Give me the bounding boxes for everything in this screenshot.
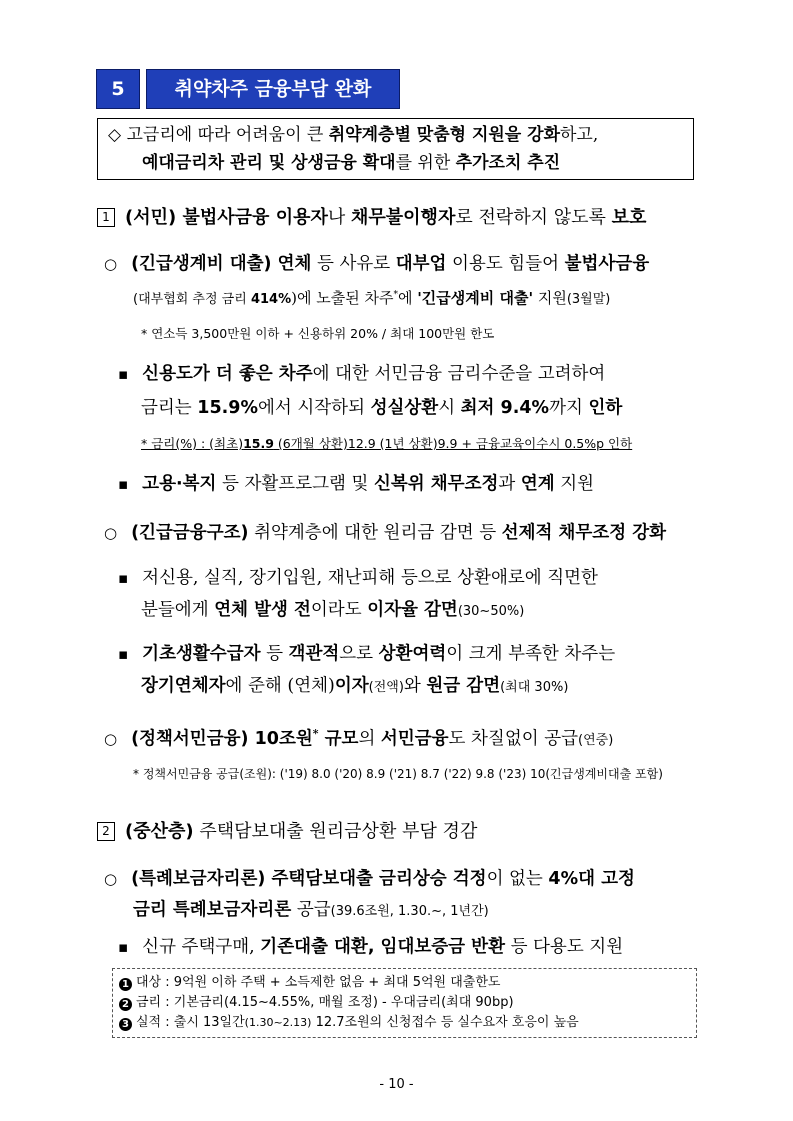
emphasis: 4%대 고정	[548, 869, 635, 889]
small-text: (연중)	[578, 732, 614, 748]
text: 분들에게	[141, 600, 215, 620]
bullet-special-loan-line2	[133, 897, 489, 925]
text: 이용도 힘들어	[446, 254, 565, 274]
numbered-circle-icon: 3	[119, 1018, 132, 1031]
square-bullet-icon: ▪	[118, 475, 129, 493]
sub-bullet-welfare	[118, 471, 594, 497]
emphasis: 상환여력	[378, 644, 447, 664]
text: 이 없는	[486, 869, 549, 889]
text: 이라도	[310, 600, 368, 620]
text: 와	[403, 676, 427, 696]
info-text: 대상 : 9억원 이하 주택 + 소득제한 없음 + 최대 5억원 대출한도	[136, 975, 501, 990]
text: 에 대한 서민금융 금리수준을 고려하여	[312, 364, 606, 384]
small-text: (30~50%)	[457, 604, 525, 619]
bullet-emergency-loan-line2	[133, 282, 610, 313]
text: 등	[260, 644, 289, 664]
footnote-rate	[141, 434, 632, 452]
footnote-mark: *	[312, 727, 319, 740]
heading-text: 로 전락하지 않도록	[455, 207, 612, 228]
sub-bullet-rate	[118, 361, 605, 387]
small-text: (전액)	[368, 680, 404, 695]
subsection-number: 1	[97, 208, 115, 227]
heading-text: 나	[327, 207, 351, 228]
info-box	[112, 968, 697, 1038]
emphasis: 이자율 감면	[367, 600, 458, 620]
sub-bullet-multi-use	[118, 934, 623, 960]
emphasis: (특례보금자리론) 주택담보대출 금리상승 걱정	[131, 869, 487, 889]
emphasis: 이자	[334, 676, 369, 696]
subsection-1-heading	[97, 205, 646, 231]
emphasis: 최저 9.4%	[460, 398, 550, 418]
sub-bullet-rate-line2	[141, 395, 622, 421]
heading-emphasis: 채무불이행자	[351, 207, 456, 228]
text: 저신용, 실직, 장기입원, 재난피해 등으로 상환애로에 직면한	[142, 568, 598, 588]
small-text: (최대 30%)	[500, 680, 569, 695]
text: 과	[498, 474, 521, 494]
text: 등 사유로	[311, 254, 396, 274]
square-bullet-icon: ▪	[118, 569, 129, 587]
emphasis: 금리 특례보금자리론	[133, 900, 292, 920]
text: 에 준해 (연체)	[225, 676, 335, 696]
numbered-circle-icon: 2	[119, 998, 132, 1011]
note-text: (6개월 상환)12.9 (1년 상환)9.9 + 금융교육이수시 0.5%p 인하	[273, 436, 633, 451]
text: 공급	[291, 900, 331, 920]
sub-bullet-basic-living-line2	[141, 673, 568, 701]
info-small-text: (1.30~2.13)	[244, 1016, 312, 1029]
small-text: (대부협회 추정 금리	[133, 292, 251, 307]
text: 등 자활프로그램 및	[216, 474, 374, 494]
note-emphasis: 15.9	[243, 436, 274, 451]
emphasis: 기존대출 대환, 임대보증금 반환	[260, 937, 505, 957]
summary-box	[97, 118, 694, 180]
text: 에	[397, 289, 418, 307]
sub-bullet-interest-relief-line2	[141, 597, 524, 625]
bullet-special-loan	[104, 866, 635, 892]
summary-emphasis: 예대금리차 관리 및 상생금융 확대	[142, 153, 396, 173]
emphasis: 신용도가 더 좋은 차주	[142, 364, 313, 384]
emphasis: 서민금융	[380, 728, 449, 749]
summary-text: 고금리에 따라 어려움이 큰	[121, 125, 329, 145]
heading-text: 주택담보대출 원리금상환 부담 경감	[193, 821, 478, 842]
summary-emphasis: 추가조치 추진	[455, 153, 561, 173]
circle-bullet-icon: ○	[104, 255, 118, 273]
summary-text: 하고,	[560, 125, 599, 145]
text: 이 크게 부족한 차주는	[446, 644, 616, 664]
text: 지원	[533, 289, 567, 307]
emphasis: (정책서민금융) 10조원	[131, 728, 313, 749]
info-item-result	[119, 1013, 690, 1033]
info-text: 실적 : 출시 13일간	[136, 1015, 245, 1030]
diamond-icon: ◇	[108, 125, 122, 145]
text: 등 다용도 지원	[505, 937, 624, 957]
emphasis: '긴급생계비 대출'	[417, 289, 534, 307]
text: 으로	[339, 644, 379, 664]
circle-bullet-icon: ○	[104, 729, 118, 748]
emphasis: 연계	[520, 474, 555, 494]
emphasis: 성실상환	[370, 398, 439, 418]
summary-text: 를 위한	[395, 153, 456, 173]
info-text: 금리 : 기본금리(4.15~4.55%, 매월 조정) - 우대금리(최대 90bp)	[136, 995, 514, 1010]
emphasis: 신복위 채무조정	[373, 474, 499, 494]
info-text: 12.7조원의 신청접수 등 실수요자 호응이 높음	[311, 1015, 579, 1030]
text: 취약계층에 대한 원리금 감면 등	[248, 523, 502, 543]
emphasis: 객관적	[288, 644, 340, 664]
info-item-rate	[119, 993, 690, 1013]
sub-bullet-basic-living	[118, 641, 615, 667]
emphasis: (긴급생계비 대출) 연체	[131, 254, 312, 274]
emphasis: 기초생활수급자	[142, 644, 261, 664]
square-bullet-icon: ▪	[118, 365, 129, 383]
emphasis: 인하	[588, 398, 623, 418]
emphasis: 선제적 채무조정 강화	[501, 523, 667, 543]
text: 시	[438, 398, 461, 418]
text: 신규 주택구매,	[142, 937, 261, 957]
text: )에 노출된 차주	[291, 289, 394, 307]
subsection-2-heading	[97, 819, 477, 845]
heading-emphasis: 보호	[611, 207, 647, 228]
circle-bullet-icon: ○	[104, 524, 118, 542]
emphasis: 규모	[318, 728, 359, 749]
section-title: 취약차주 금융부담 완화	[146, 69, 400, 109]
text: 도 차질없이 공급	[448, 728, 579, 749]
heading-emphasis: (서민) 불법사금융 이용자	[125, 207, 328, 228]
square-bullet-icon: ▪	[118, 938, 129, 956]
footnote-mark: *	[393, 290, 398, 300]
small-text: (39.6조원, 1.30.~, 1년간)	[330, 904, 489, 919]
emphasis: 장기연체자	[141, 676, 226, 696]
square-bullet-icon: ▪	[118, 645, 129, 663]
note-text: * 금리(%) : (최초)	[141, 436, 244, 451]
section-number: 5	[96, 69, 140, 109]
text: 지원	[554, 474, 595, 494]
summary-line-1	[108, 121, 687, 149]
subsection-number: 2	[97, 822, 115, 841]
bullet-policy-finance	[104, 721, 613, 754]
emphasis: 414%	[250, 292, 292, 307]
text: 의	[358, 728, 381, 749]
summary-line-2	[108, 149, 687, 177]
emphasis: 원금 감면	[426, 676, 501, 696]
footnote-policy-supply: * 정책서민금융 공급(조원): ('19) 8.0 ('20) 8.9 ('21) 8.7 ('22) 9.8 ('23) 10(긴급생계비대출 포함)	[133, 767, 663, 781]
numbered-circle-icon: 1	[119, 978, 132, 991]
page-number: - 10 -	[379, 1077, 414, 1092]
emphasis: 대부업	[395, 254, 447, 274]
bullet-emergency-loan	[104, 251, 649, 277]
bullet-emergency-finance	[104, 520, 666, 546]
text: 에서 시작하되	[258, 398, 371, 418]
emphasis: 연체 발생 전	[214, 600, 311, 620]
emphasis: (긴급금융구조)	[131, 523, 249, 543]
emphasis: 고용·복지	[142, 474, 217, 494]
sub-bullet-interest-relief	[118, 565, 598, 591]
circle-bullet-icon: ○	[104, 870, 118, 888]
heading-emphasis: (중산층)	[125, 821, 194, 842]
small-text: (3월말)	[566, 292, 611, 307]
info-item-target	[119, 973, 690, 993]
summary-emphasis: 취약계층별 맞춤형 지원을 강화	[328, 125, 560, 145]
emphasis: 불법사금융	[564, 254, 650, 274]
emphasis: 15.9%	[197, 398, 258, 418]
text: 금리는	[141, 398, 198, 418]
text: 까지	[549, 398, 589, 418]
footnote-eligibility: * 연소득 3,500만원 이하 + 신용하위 20% / 최대 100만원 한도	[141, 326, 495, 341]
